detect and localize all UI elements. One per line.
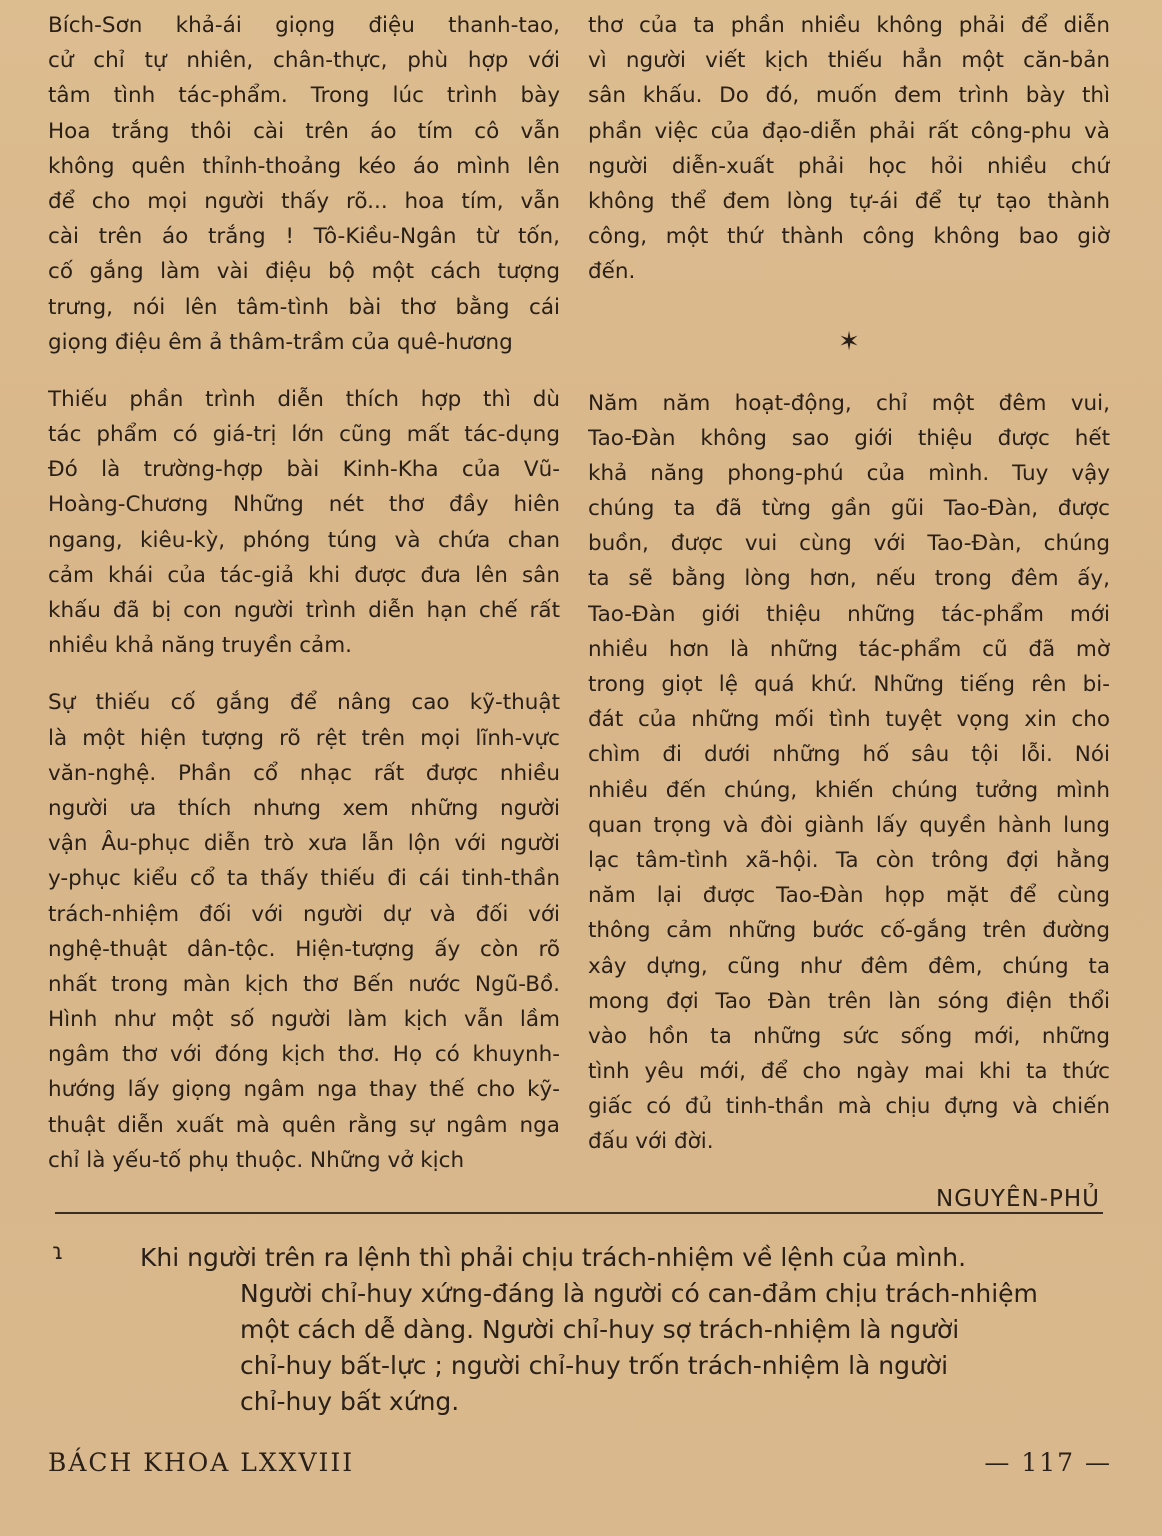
text-line: vì người viết kịch thiếu hẳn một căn-bản xyxy=(588,48,1110,74)
text-line: cài trên áo trắng ! Tô-Kiều-Ngân từ tốn, xyxy=(48,224,560,250)
text-line: Người chỉ-huy xứng-đáng là người có can-đảm chịu trách-nhiệm xyxy=(240,1279,1038,1308)
text-line: cố gắng làm vài điệu bộ một cách tượng xyxy=(48,259,560,285)
text-line: mong đợi Tao Đàn trên làn sóng điện thổi xyxy=(588,988,1110,1014)
text-line: chỉ-huy bất-lực ; người chỉ-huy trốn trách-nhiệm là người xyxy=(240,1351,949,1380)
text-line: không thể đem lòng tự-ái để tự tạo thành xyxy=(588,188,1110,214)
text-line: thuật diễn xuất mà quên rằng sự ngâm nga xyxy=(48,1112,560,1138)
text-line: Năm năm hoạt-động, chỉ một đêm vui, xyxy=(588,390,1110,416)
text-line: ngang, kiêu-kỳ, phóng túng và chứa chan xyxy=(48,527,560,553)
text-line: văn-nghệ. Phần cổ nhạc rất được nhiều xyxy=(48,760,560,786)
text-line: hướng lấy giọng ngâm nga thay thế cho kỹ- xyxy=(48,1077,560,1103)
text-line: chỉ là yếu-tố phụ thuộc. Những vở kịch xyxy=(48,1147,465,1173)
text-line: xây dựng, cũng như đêm đêm, chúng ta xyxy=(588,953,1110,979)
text-line: sân khấu. Do đó, muốn đem trình bày thì xyxy=(588,83,1110,109)
text-line: Khi người trên ra lệnh thì phải chịu trách-nhiệm về lệnh của mình. xyxy=(140,1243,967,1272)
text-line: quan trọng và đòi giành lấy quyền hành lung xyxy=(588,812,1110,838)
text-line: Thiếu phần trình diễn thích hợp thì dù xyxy=(48,386,560,412)
text-line: là một hiện tượng rõ rệt trên mọi lĩnh-vực xyxy=(48,725,560,751)
text-line: người ưa thích nhưng xem những người xyxy=(48,795,560,821)
paragraph xyxy=(588,386,1110,1160)
text-line: nhiều hơn là những tác-phẩm cũ đã mờ xyxy=(588,636,1110,662)
horizontal-divider xyxy=(55,1212,1103,1214)
text-line: người diễn-xuất phải học hỏi nhiều chứ xyxy=(588,153,1110,179)
text-line: không quên thỉnh-thoảng kéo áo mình lên xyxy=(48,153,560,179)
text-line: ta sẽ bằng lòng hơn, nếu trong đêm ấy, xyxy=(588,566,1110,592)
text-line: một cách dễ dàng. Người chỉ-huy sợ trách-nhiệm là người xyxy=(240,1315,960,1344)
text-line: trưng, nói lên tâm-tình bài thơ bằng cái xyxy=(48,294,560,320)
text-line: thông cảm những bước cố-gắng trên đường xyxy=(588,918,1110,944)
text-line: khả năng phong-phú của mình. Tuy vậy xyxy=(588,460,1110,486)
text-line: Hoa trắng thôi cài trên áo tím cô vẫn xyxy=(48,118,560,144)
text-line: Tao-Đàn giới thiệu những tác-phẩm mới xyxy=(588,601,1110,627)
text-line: lạc tâm-tình xã-hội. Ta còn trông đợi hằng xyxy=(588,847,1110,873)
text-line: Hình như một số người làm kịch vẫn lầm xyxy=(48,1007,560,1033)
text-line: nhất trong màn kịch thơ Bến nước Ngũ-Bồ. xyxy=(48,971,560,997)
text-line: trong giọt lệ quá khứ. Những tiếng rên bi- xyxy=(588,672,1110,697)
text-line: y-phục kiểu cổ ta thấy thiếu đi cái tinh-thần xyxy=(48,866,560,892)
text-line: để cho mọi người thấy rõ... hoa tím, vẫn xyxy=(48,188,560,214)
right-column xyxy=(588,8,1110,1217)
text-line: vào hồn ta những sức sống mới, những xyxy=(588,1023,1110,1049)
text-line: khấu đã bị con người trình diễn hạn chế rất xyxy=(48,598,560,623)
text-line: Đó là trường-hợp bài Kinh-Kha của Vũ- xyxy=(48,457,560,483)
text-line: cử chỉ tự nhiên, chân-thực, phù hợp với xyxy=(48,48,560,74)
text-line: tình yêu mới, để cho ngày mai khi ta thức xyxy=(588,1059,1110,1085)
text-line: nhiều đến chúng, khiến chúng tưởng mình xyxy=(588,777,1110,803)
text-line: thơ của ta phần nhiều không phải để diễn xyxy=(588,13,1110,38)
section-separator: ✶ xyxy=(838,326,860,357)
text-line: ngâm thơ với đóng kịch thơ. Họ có khuynh- xyxy=(48,1042,560,1068)
text-line: cảm khái của tác-giả khi được đưa lên sân xyxy=(48,562,560,588)
text-line: nghệ-thuật dân-tộc. Hiện-tượng ấy còn rõ xyxy=(48,936,560,962)
text-line: Tao-Đàn không sao giới thiệu được hết xyxy=(588,425,1110,451)
publication-name: BÁCH KHOA LXXVIII xyxy=(48,1448,355,1477)
text-line: năm lại được Tao-Đàn họp mặt để cùng xyxy=(588,883,1110,909)
text-line: nhiều khả năng truyền cảm. xyxy=(48,633,352,659)
text-line: tác phẩm có giá-trị lớn cũng mất tác-dụng xyxy=(48,422,560,448)
text-line: giọng điệu êm ả thâm-trầm của quê-hương xyxy=(48,329,513,355)
author-signature: NGUYÊN-PHỦ xyxy=(936,1185,1100,1212)
text-line: giấc có đủ tinh-thần mà chịu đựng và chiến xyxy=(588,1094,1110,1120)
text-line: trách-nhiệm đối với người dự và đối với xyxy=(48,901,560,927)
text-line: đến. xyxy=(588,259,636,285)
text-line: tâm tình tác-phẩm. Trong lúc trình bày xyxy=(48,83,560,109)
text-line: Bích-Sơn khả-ái giọng điệu thanh-tao, xyxy=(48,13,560,38)
paragraph xyxy=(48,8,560,360)
paragraph xyxy=(48,685,560,1178)
text-line: Sự thiếu cố gắng để nâng cao kỹ-thuật xyxy=(48,690,560,716)
text-line: đấu với đời. xyxy=(588,1129,714,1155)
text-line: công, một thứ thành công không bao giờ xyxy=(588,224,1110,250)
text-line: phần việc của đạo-diễn phải rất công-phu và xyxy=(588,118,1110,144)
text-line: chìm đi dưới những hố sâu tội lỗi. Nói xyxy=(588,742,1110,768)
text-line: chỉ-huy bất xứng. xyxy=(240,1387,460,1416)
paragraph xyxy=(48,382,560,664)
boxed-quote xyxy=(140,1240,1112,1420)
text-line: Hoàng-Chương Những nét thơ đầy hiên xyxy=(48,492,560,518)
page-number: — 117 — xyxy=(984,1448,1112,1477)
left-column xyxy=(48,8,560,1200)
text-line: vận Âu-phục diễn trò xưa lẫn lộn với người xyxy=(48,831,560,857)
text-line: chúng ta đã từng gần gũi Tao-Đàn, được xyxy=(588,496,1110,522)
text-line: buồn, được vui cùng với Tao-Đàn, chúng xyxy=(588,531,1110,557)
text-line: đát của những mối tình tuyệt vọng xin cho xyxy=(588,707,1110,733)
quote-mark: ɿ xyxy=(52,1240,64,1265)
paragraph xyxy=(588,8,1110,290)
